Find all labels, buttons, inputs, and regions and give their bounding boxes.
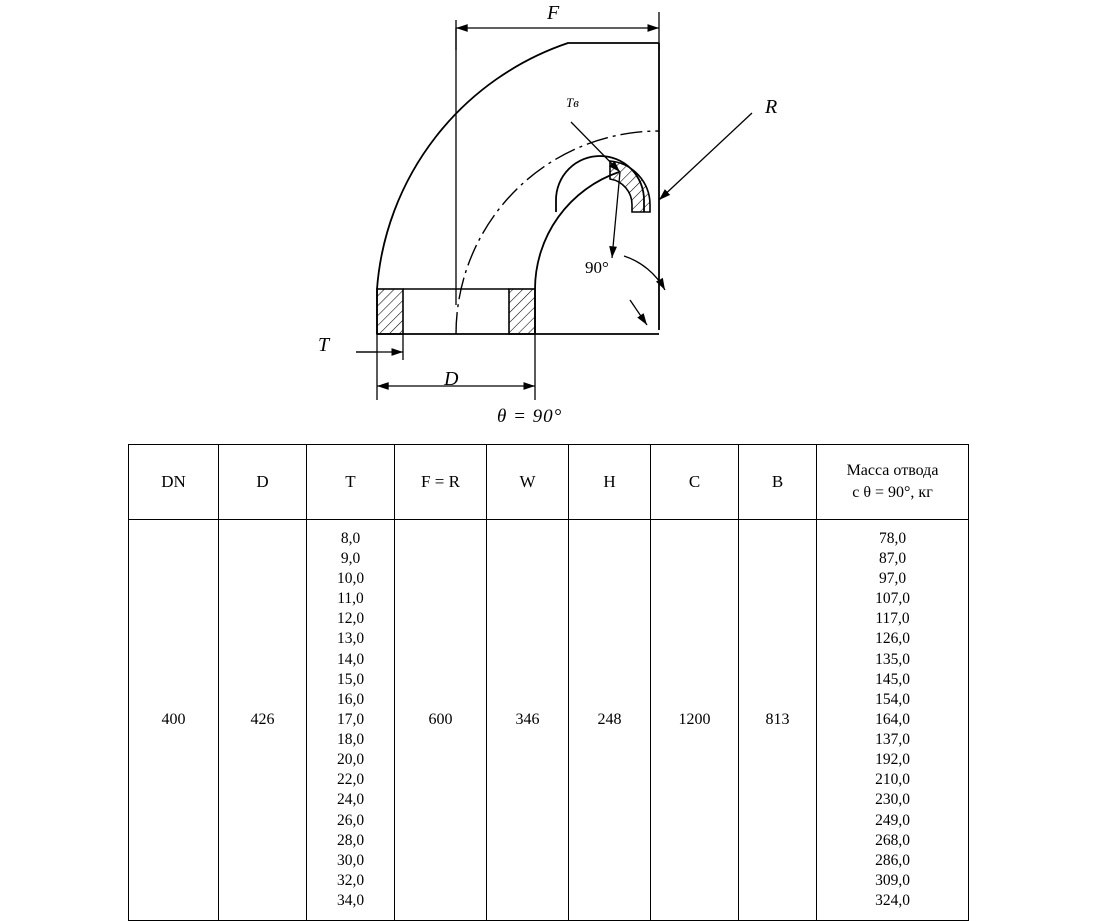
t-value: 13,0: [336, 630, 365, 648]
dimension-t: [356, 334, 420, 360]
t-value: 22,0: [336, 771, 365, 789]
mass-value: 268,0: [875, 831, 910, 849]
header-t: T: [307, 445, 395, 520]
elbow-technical-drawing: [0, 0, 1100, 440]
mass-value: 107,0: [875, 590, 910, 608]
mass-value: 286,0: [875, 851, 910, 869]
t-value: 16,0: [336, 690, 365, 708]
mass-value: 126,0: [875, 630, 910, 648]
label-t: T: [318, 334, 330, 356]
mass-value: 154,0: [875, 690, 910, 708]
mass-value: 145,0: [875, 670, 910, 688]
mass-value: 78,0: [878, 529, 907, 547]
t-value: 28,0: [336, 831, 365, 849]
mass-value: 135,0: [875, 650, 910, 668]
header-mass: [817, 445, 969, 520]
t-value: 10,0: [336, 569, 365, 587]
cell-c: 1200: [651, 520, 739, 921]
table-header-row: [129, 445, 969, 520]
elbow-drawing-svg: [0, 0, 1100, 440]
t-value: 18,0: [336, 731, 365, 749]
header-w: W: [487, 445, 569, 520]
t-value: 17,0: [336, 710, 365, 728]
cell-fr: 600: [395, 520, 487, 921]
mass-value: 230,0: [875, 791, 910, 809]
mass-value: 117,0: [875, 610, 910, 628]
leader-r: [659, 113, 752, 200]
table-row: [129, 520, 969, 921]
header-mass-line1: Масса отвода: [846, 462, 939, 480]
t-value: 11,0: [337, 590, 364, 608]
label-tv: Tв: [566, 95, 579, 110]
header-fr: F = R: [395, 445, 487, 520]
cell-mass-list: [817, 520, 969, 921]
mass-value: 210,0: [875, 771, 910, 789]
cell-t-list: [307, 520, 395, 921]
header-b: B: [739, 445, 817, 520]
cell-w: 346: [487, 520, 569, 921]
t-value: 12,0: [336, 610, 365, 628]
mass-value: 87,0: [878, 549, 907, 567]
header-h: H: [569, 445, 651, 520]
mass-value: 249,0: [875, 811, 910, 829]
mass-value: 309,0: [875, 872, 910, 890]
t-value: 8,0: [340, 529, 361, 547]
mass-values-list: [817, 529, 968, 912]
mass-value: 192,0: [875, 751, 910, 769]
t-value: 24,0: [336, 791, 365, 809]
radius-centerline: [456, 131, 659, 334]
mass-value: 324,0: [875, 892, 910, 910]
label-r: R: [765, 96, 778, 118]
header-mass-line2: с θ = 90°, кг: [852, 484, 933, 501]
drawing-caption: θ = 90°: [497, 406, 563, 427]
leader-tv: [571, 122, 620, 258]
mass-value: 164,0: [875, 710, 910, 728]
specification-table-wrapper: [128, 444, 968, 921]
label-d: D: [444, 368, 459, 390]
t-values-list: [307, 529, 394, 912]
t-value: 26,0: [336, 811, 365, 829]
t-value: 15,0: [336, 670, 365, 688]
t-value: 32,0: [336, 872, 365, 890]
cell-b: 813: [739, 520, 817, 921]
cell-d: 426: [219, 520, 307, 921]
header-dn: DN: [129, 445, 219, 520]
cell-h: 248: [569, 520, 651, 921]
mass-value: 97,0: [878, 569, 907, 587]
t-value: 34,0: [336, 892, 365, 910]
t-value: 30,0: [336, 851, 365, 869]
label-angle: 90°: [585, 258, 609, 277]
t-value: 14,0: [336, 650, 365, 668]
mass-value: 137,0: [875, 731, 910, 749]
cell-dn: 400: [129, 520, 219, 921]
header-d: D: [219, 445, 307, 520]
label-f: F: [547, 2, 560, 24]
specification-table: [128, 444, 969, 921]
t-value: 9,0: [340, 549, 361, 567]
header-c: C: [651, 445, 739, 520]
t-value: 20,0: [336, 751, 365, 769]
